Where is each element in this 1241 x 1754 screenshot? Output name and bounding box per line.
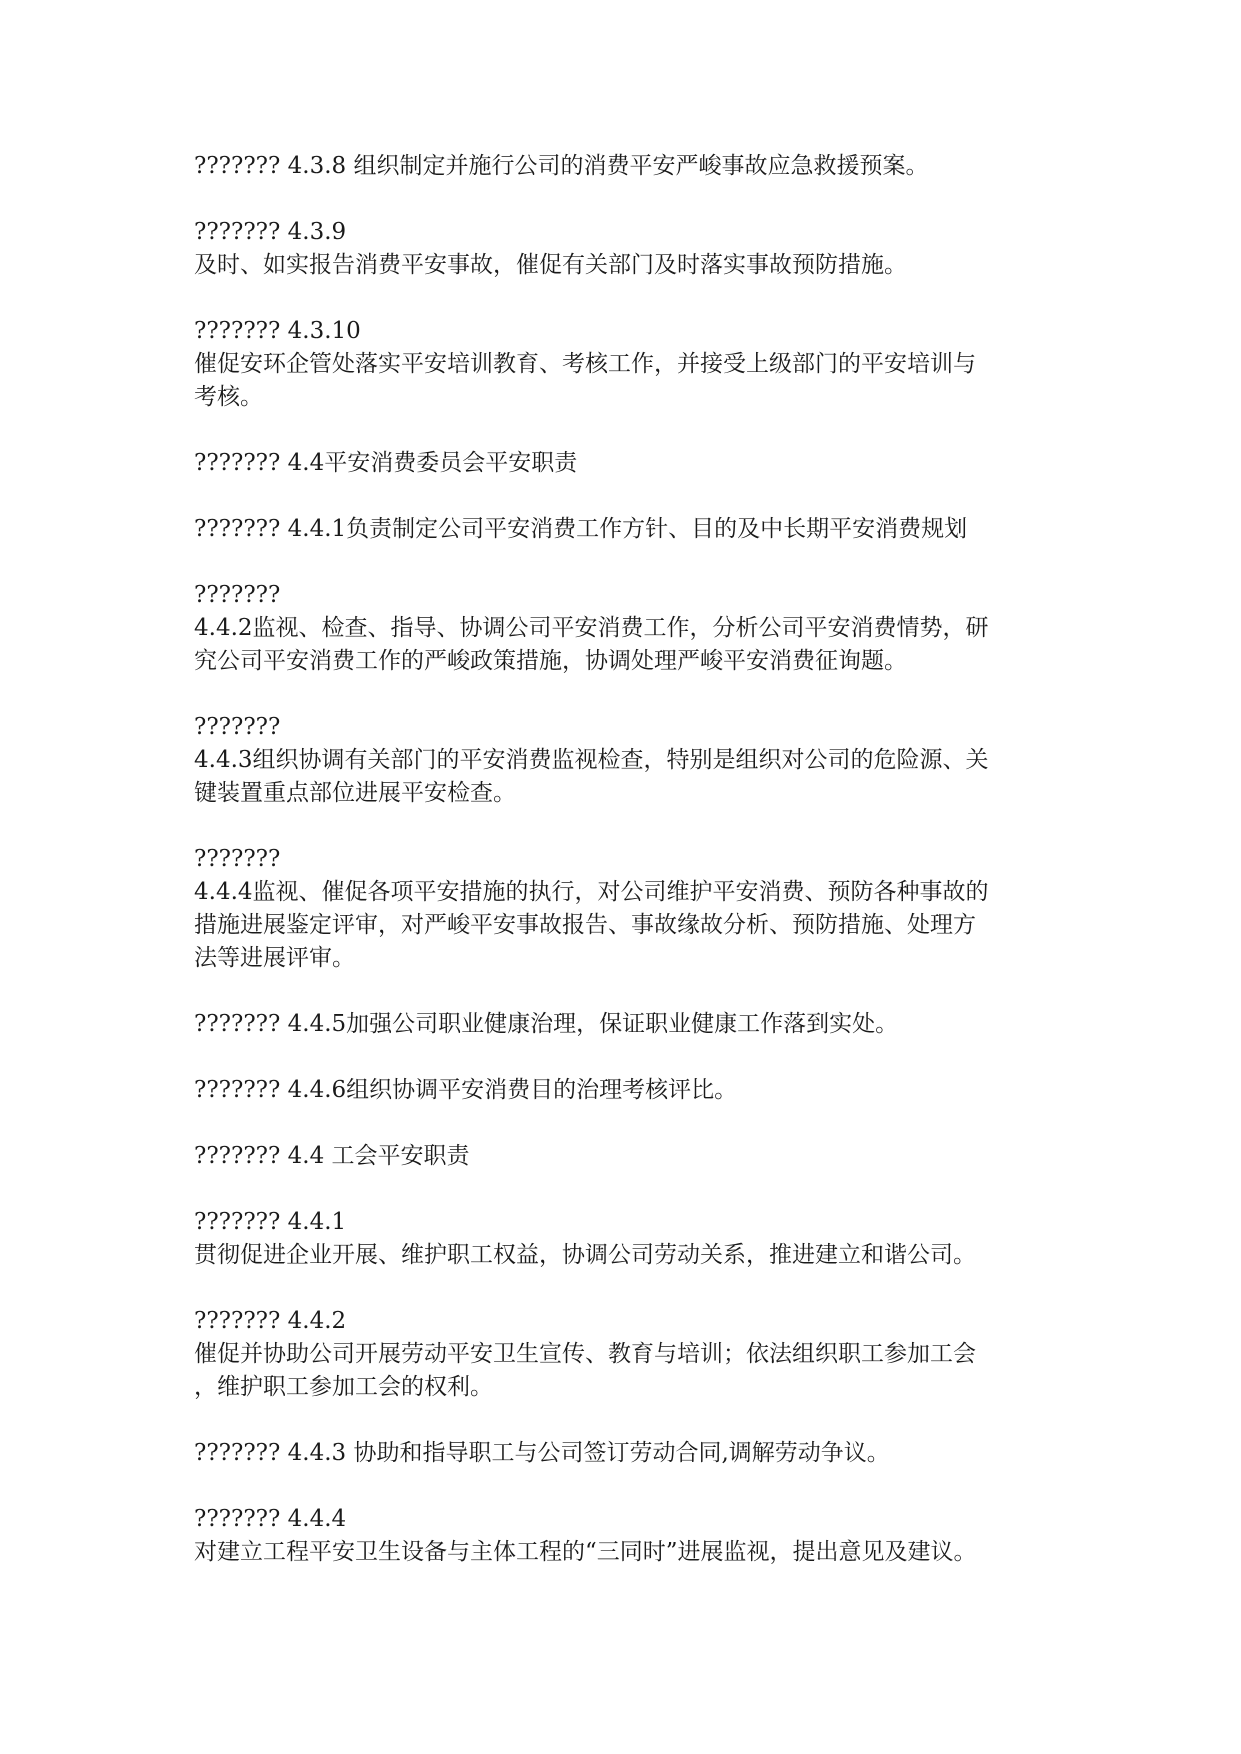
text-line: ??????? 4.3.9 [194,219,347,245]
text-line: 贯彻促进企业开展、维护职工权益，协调公司劳动关系，推进建立和谐公司。 [194,1242,976,1268]
paragraph [194,1074,1054,1107]
text-line: ??????? 4.4.4 [194,1506,347,1532]
text-line: 催促并协助公司开展劳动平安卫生宣传、教育与培训；依法组织职工参加工会 [194,1341,976,1367]
text-line: ??????? 4.4.3 协助和指导职工与公司签订劳动合同,调解劳动争议。 [194,1440,890,1466]
text-line: ??????? 4.4.1负责制定公司平安消费工作方针、目的及中长期平安消费规划 [194,516,968,542]
paragraph [194,1305,1054,1404]
text-line: 4.4.2监视、检查、指导、协调公司平安消费工作，分析公司平安消费情势，研 [194,615,989,641]
text-line: ??????? 4.4平安消费委员会平安职责 [194,450,578,476]
text-line: 及时、如实报告消费平安事故，催促有关部门及时落实事故预防措施。 [194,252,907,278]
paragraph [194,1206,1054,1272]
text-line: 对建立工程平安卫生设备与主体工程的“三同时”进展监视，提出意见及建议。 [194,1539,977,1565]
text-line: 措施进展鉴定评审，对严峻平安事故报告、事故缘故分析、预防措施、处理方 [194,912,976,938]
paragraph [194,1140,1054,1173]
text-line: ??????? [194,714,281,740]
text-line: ??????? [194,846,281,872]
paragraph [194,1503,1054,1569]
text-line: 催促安环企管处落实平安培训教育、考核工作，并接受上级部门的平安培训与 [194,351,976,377]
text-line: ??????? 4.4.1 [194,1209,347,1235]
text-line: ??????? 4.4.6组织协调平安消费目的治理考核评比。 [194,1077,738,1103]
paragraph [194,843,1054,975]
text-line: ??????? 4.4.5加强公司职业健康治理，保证职业健康工作落到实处。 [194,1011,899,1037]
paragraph [194,150,1054,183]
paragraph [194,216,1054,282]
paragraph [194,1437,1054,1470]
text-line: ??????? 4.4.2 [194,1308,347,1334]
paragraph [194,711,1054,810]
document-body [194,150,1054,1602]
text-line: ??????? 4.3.8 组织制定并施行公司的消费平安严峻事故应急救援预案。 [194,153,929,179]
paragraph [194,579,1054,678]
text-line: ??????? [194,582,281,608]
text-line: 考核。 [194,384,263,410]
paragraph [194,513,1054,546]
text-line: 4.4.4监视、催促各项平安措施的执行，对公司维护平安消费、预防各种事故的 [194,879,989,905]
text-line: ??????? 4.4 工会平安职责 [194,1143,470,1169]
text-line: 键装置重点部位进展平安检查。 [194,780,516,806]
text-line: ??????? 4.3.10 [194,318,361,344]
paragraph [194,1008,1054,1041]
text-line: 究公司平安消费工作的严峻政策措施，协调处理严峻平安消费征询题。 [194,648,907,674]
paragraph [194,447,1054,480]
text-line: 法等进展评审。 [194,945,355,971]
paragraph [194,315,1054,414]
text-line: ，维护职工参加工会的权利。 [194,1374,493,1400]
text-line: 4.4.3组织协调有关部门的平安消费监视检查，特别是组织对公司的危险源、关 [194,747,989,773]
